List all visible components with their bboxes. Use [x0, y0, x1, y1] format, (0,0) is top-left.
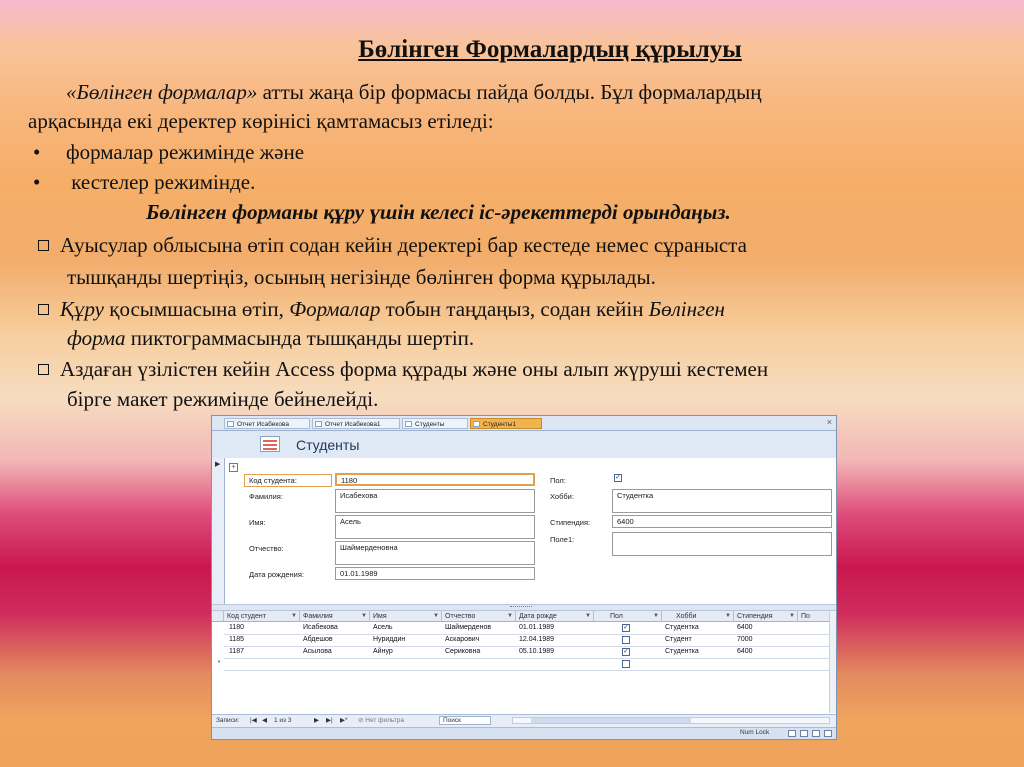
intro-line-2: арқасында екі деректер көрінісі қамтамасыз етіледі: — [28, 109, 494, 133]
table-cell[interactable]: Студентка — [665, 648, 699, 655]
table-cell[interactable]: Айнур — [373, 648, 393, 655]
column-label: Имя — [373, 613, 387, 620]
column-label: Отчество — [445, 613, 476, 620]
bullet-dot: • — [33, 170, 41, 194]
label-field1: Поле1: — [550, 535, 575, 544]
checkbox-bullet-icon — [38, 364, 49, 375]
step-1-text: Ауысулар облысына өтіп содан кейін деректері бар кестеде немес сұраныста — [60, 233, 747, 257]
step-1-line-1 — [38, 233, 747, 258]
new-record-marker[interactable]: * — [217, 660, 221, 667]
step-2-text-a: қосымшасына өтіп, — [104, 297, 290, 321]
intro-text: атты жаңа бір формасы пайда болды. Бұл формалардың — [257, 80, 762, 104]
stipend-field[interactable]: 6400 — [612, 515, 832, 528]
table-cell[interactable]: 1185 — [229, 636, 245, 643]
bullet-text-1: формалар режимінде және — [66, 140, 305, 164]
tab-label: Студенты1 — [483, 421, 517, 428]
search-input[interactable]: Поиск — [439, 716, 491, 725]
column-label: Дата рожде — [519, 613, 557, 620]
table-cell[interactable]: 05.10.1989 — [519, 648, 555, 655]
step-2-text-c: пиктограммасында тышқанды шертіп. — [125, 326, 475, 350]
tab-report-isabekova[interactable] — [224, 418, 310, 429]
table-cell[interactable]: Студент — [665, 636, 692, 643]
table-cell[interactable]: 01.01.1989 — [519, 624, 555, 631]
gender-checkbox-cell[interactable]: ✓ — [623, 624, 629, 631]
gender-checkbox-cell[interactable] — [622, 660, 630, 668]
tab-label: Отчет Исабекова1 — [325, 421, 381, 428]
table-cell[interactable]: Аскарович — [445, 636, 480, 643]
form-view-icon[interactable] — [788, 730, 796, 737]
step-2-term-create: Құру — [60, 297, 104, 321]
step-2-term-form: форма — [67, 326, 126, 350]
close-icon[interactable]: × — [826, 417, 832, 427]
table-cell[interactable]: Шаймерденов — [445, 624, 492, 631]
table-cell[interactable]: 1180 — [229, 624, 245, 631]
first-record-button[interactable]: |◀ — [250, 717, 257, 724]
table-cell[interactable]: Нуриддин — [373, 636, 406, 643]
document-tab-bar — [212, 416, 836, 431]
birth-date-field[interactable]: 01.01.1989 — [335, 567, 535, 580]
column-label: Хобби — [676, 613, 697, 620]
label-surname: Фамилия: — [249, 492, 283, 501]
access-split-form-screenshot — [211, 415, 837, 740]
report-icon — [315, 421, 322, 427]
tab-students1[interactable] — [470, 418, 542, 429]
table-cell[interactable]: Асель — [373, 624, 393, 631]
tab-label: Студенты — [415, 421, 445, 428]
bullet-item-2 — [33, 170, 255, 195]
label-patronymic: Отчество: — [249, 544, 284, 553]
gender-checkbox-cell[interactable] — [622, 636, 630, 644]
hobby-field[interactable]: Студентка — [612, 489, 832, 513]
no-filter-button[interactable]: ⊘ Нет фильтра — [358, 717, 404, 724]
new-record-button[interactable]: ▶* — [340, 717, 348, 724]
label-name: Имя: — [249, 518, 266, 527]
gender-checkbox-cell[interactable]: ✓ — [623, 648, 629, 655]
row-divider — [224, 670, 830, 671]
column-label: Фамилия — [303, 613, 333, 620]
column-header-patronymic[interactable] — [442, 611, 516, 622]
column-header-gender[interactable] — [594, 611, 662, 622]
status-bar — [212, 727, 836, 740]
table-cell[interactable]: Абдешов — [303, 636, 333, 643]
record-navigation-bar — [212, 714, 836, 727]
label-stipend: Стипендия: — [550, 518, 591, 527]
dropdown-arrow-icon[interactable]: ▼ — [507, 613, 513, 619]
previous-record-button[interactable]: ◀ — [262, 717, 267, 724]
name-field[interactable]: Асель — [335, 515, 535, 539]
table-cell[interactable]: Асылова — [303, 648, 332, 655]
tab-label: Отчет Исабекова — [237, 421, 289, 428]
layout-move-icon[interactable]: + — [229, 463, 238, 472]
layout-view-icon[interactable] — [812, 730, 820, 737]
report-icon — [227, 421, 234, 427]
label-hobby: Хобби: — [550, 492, 574, 501]
datasheet — [212, 611, 832, 713]
num-lock-indicator: Num Lock — [740, 729, 770, 736]
row-selector[interactable] — [214, 623, 224, 633]
tab-report-isabekova1[interactable] — [312, 418, 400, 429]
table-cell[interactable]: Сериковна — [445, 648, 481, 655]
dropdown-arrow-icon[interactable]: ▼ — [789, 613, 795, 619]
column-header-birth-date[interactable] — [516, 611, 594, 622]
step-2-line-2 — [67, 326, 474, 351]
step-3-line-2: бірге макет режимінде бейнелейді. — [67, 387, 379, 411]
column-label: Код студент — [227, 613, 266, 620]
column-label: Пол — [610, 613, 623, 620]
splitter-grip[interactable] — [510, 606, 532, 608]
column-header-code[interactable] — [224, 611, 300, 622]
bullet-item-1 — [33, 140, 304, 165]
last-record-button[interactable]: ▶| — [326, 717, 333, 724]
step-2-text-b: тобын таңдаңыз, содан кейін — [380, 297, 649, 321]
form-title: Студенты — [296, 437, 360, 453]
dropdown-arrow-icon[interactable]: ▼ — [361, 613, 367, 619]
vertical-scrollbar[interactable] — [829, 611, 836, 713]
record-selector[interactable] — [212, 458, 225, 608]
column-header-stipend[interactable] — [734, 611, 798, 622]
select-all-corner[interactable] — [212, 611, 224, 622]
step-1-line-2: тышқанды шертіңіз, осының негізінде бөлінген форма құрылады. — [67, 265, 656, 289]
row-selector[interactable] — [214, 635, 224, 645]
next-record-button[interactable]: ▶ — [314, 717, 319, 724]
step-2-term-split: Бөлінген — [648, 297, 725, 321]
checkbox-bullet-icon — [38, 240, 49, 251]
column-label: По — [801, 613, 810, 620]
step-3-text: Аздаған үзілістен кейін Access форма құрады және оны алып жүруші кестемен — [60, 357, 769, 381]
gender-checkbox[interactable]: ✓ — [615, 474, 621, 481]
table-cell[interactable]: 1187 — [229, 648, 245, 655]
column-header-field1[interactable] — [798, 611, 832, 622]
column-header-name[interactable] — [370, 611, 442, 622]
surname-field[interactable]: Исабехова — [335, 489, 535, 513]
current-record-arrow-icon: ▶ — [215, 461, 221, 468]
dropdown-arrow-icon[interactable]: ▼ — [291, 613, 297, 619]
step-2-line-1 — [38, 297, 725, 322]
student-code-field[interactable]: 1180 — [335, 473, 535, 486]
split-form-splitter[interactable] — [212, 604, 836, 611]
field1-field[interactable] — [612, 532, 832, 556]
dropdown-arrow-icon[interactable]: ▼ — [653, 613, 659, 619]
record-position[interactable]: 1 из 3 — [274, 717, 292, 724]
bullet-dot: • — [33, 140, 41, 164]
table-cell[interactable]: Студентка — [665, 624, 699, 631]
tab-students[interactable] — [402, 418, 468, 429]
step-3-line-1 — [38, 357, 768, 382]
label-gender: Пол: — [550, 476, 566, 485]
table-cell[interactable]: 7000 — [737, 636, 753, 643]
row-divider — [224, 658, 830, 659]
design-view-icon[interactable] — [824, 730, 832, 737]
intro-line-1 — [66, 80, 762, 105]
table-icon — [405, 421, 412, 427]
scrollbar-thumb[interactable] — [531, 718, 691, 723]
dropdown-arrow-icon[interactable]: ▼ — [433, 613, 439, 619]
records-label: Записи: — [216, 717, 240, 724]
checkbox-bullet-icon — [38, 304, 49, 315]
dropdown-arrow-icon[interactable]: ▼ — [585, 613, 591, 619]
horizontal-scrollbar[interactable] — [512, 717, 830, 724]
label-student-code: Код студента: — [244, 474, 332, 487]
filter-label: Нет фильтра — [365, 717, 404, 724]
step-2-term-forms: Формалар — [289, 297, 381, 321]
patronymic-field[interactable]: Шаймерденовна — [335, 541, 535, 565]
datasheet-view-icon[interactable] — [800, 730, 808, 737]
dropdown-arrow-icon[interactable]: ▼ — [725, 613, 731, 619]
column-label: Стипендия — [737, 613, 773, 620]
column-header-hobby[interactable] — [662, 611, 734, 622]
column-header-surname[interactable] — [300, 611, 370, 622]
form-header — [212, 431, 836, 458]
table-cell[interactable]: 6400 — [737, 624, 753, 631]
table-cell[interactable]: 6400 — [737, 648, 753, 655]
slide-title: Бөлінген Формалардың құрылуы — [358, 36, 742, 63]
form-icon — [473, 421, 480, 427]
intro-term: «Бөлінген формалар» — [66, 80, 258, 104]
table-cell[interactable]: 12.04.1989 — [519, 636, 555, 643]
bullet-text-2: кестелер режимінде. — [66, 170, 256, 194]
row-selector[interactable] — [214, 647, 224, 657]
instruction-heading: Бөлінген форманы құру үшін келесі іс-әрекеттерді орындаңыз. — [146, 200, 731, 224]
form-icon — [260, 436, 280, 452]
label-birth-date: Дата рождения: — [249, 570, 304, 579]
table-cell[interactable]: Исабекова — [303, 624, 338, 631]
